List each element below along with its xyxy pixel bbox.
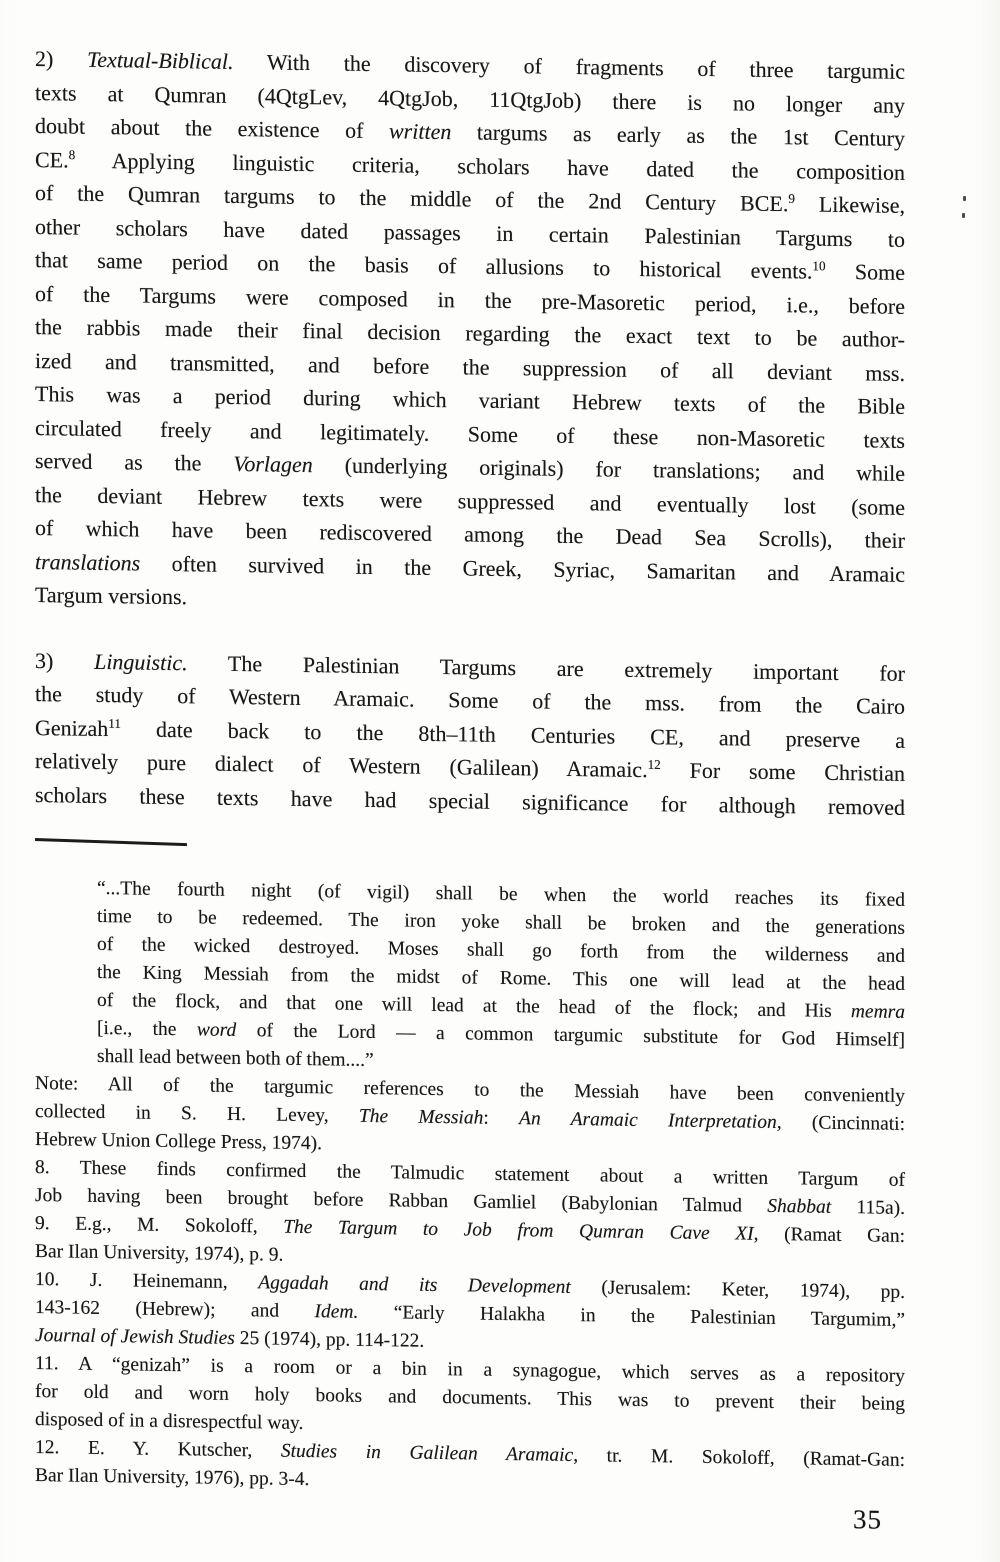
scan-speck: [963, 196, 966, 201]
footnote-separator: [35, 838, 187, 846]
text-line: 10. J. Heinemann, Aggadah and its Development (Jerusalem: Keter, 1974), pp.: [35, 1269, 905, 1303]
footnote-note: [35, 1070, 905, 1167]
text-line: Bar Ilan University, 1974), p. 9.: [35, 1241, 284, 1266]
paragraph-3-linguistic: [35, 644, 905, 824]
text-line: Targum versions.: [35, 582, 188, 610]
text-line: of the wicked destroyed. Moses shall go forth from the wilderness and: [97, 933, 905, 967]
text-line: 12. E. Y. Kutscher, Studies in Galilean Aramaic, tr. M. Sokoloff, (Ramat-Gan:: [35, 1437, 905, 1471]
text-line: the deviant Hebrew texts were suppressed and eventually lost (some: [35, 481, 905, 520]
text-line: CE.$^8$ Applying linguistic criteria, scholars have dated the composition: [35, 146, 905, 185]
paragraph-2-textual-biblical: [35, 42, 905, 624]
page-body: [35, 42, 906, 1535]
text-line: the study of Western Aramaic. Some of the mss. from the Cairo: [35, 681, 905, 719]
text-line: scholars these texts have had special significance for although removed: [35, 781, 905, 820]
text-line: [i.e., the word of the Lord — a common targumic substitute for God Himself]: [97, 1017, 905, 1051]
text-line: 11. A “genizah” is a room or a bin in a synagogue, which serves as a repository: [35, 1353, 905, 1387]
text-line: 3) Linguistic. The Palestinian Targums are extremely important for: [35, 647, 905, 686]
footnote-quote: [97, 875, 905, 1083]
text-line: for old and worn holy books and documents. This was to prevent their being: [35, 1381, 905, 1415]
text-line: of the Qumran targums to the middle of the 2nd Century BCE.$^9$ Likewise,: [35, 180, 905, 218]
text-line: Note: All of the targumic references to the Messiah have been conveniently: [35, 1073, 905, 1107]
footnote-12: [35, 1434, 905, 1503]
text-line: ized and transmitted, and before the suppression of all deviant mss.: [35, 347, 905, 386]
text-line: shall lead between both of them....”: [97, 1045, 374, 1072]
text-line: texts at Qumran (4QtgLev, 4QtgJob, 11QtgJob) there is no longer any: [35, 79, 905, 118]
text-line: 9. E.g., M. Sokoloff, The Targum to Job from Qumran Cave XI, (Ramat Gan:: [35, 1213, 905, 1247]
text-line: served as the Vorlagen (underlying originals) for translations; and while: [35, 448, 906, 486]
text-line: 8. These finds confirmed the Talmudic statement about a written Targum of: [35, 1157, 905, 1191]
text-line: of the flock, and that one will lead at the head of the flock; and His memra: [97, 989, 905, 1023]
text-line: Job having been brought before Rabban Gamliel (Babylonian Talmud Shabbat 115a).: [35, 1185, 905, 1219]
text-line: Hebrew Union College Press, 1974).: [35, 1129, 323, 1155]
text-line: relatively pure dialect of Western (Galilean) Aramaic.$^{12}$ For some Christian: [35, 748, 905, 786]
text-line: Genizah$^{11}$ date back to the 8th–11th Centuries CE, and preserve a: [35, 714, 905, 753]
text-line: circulated freely and legitimately. Some of these non-Masoretic texts: [35, 414, 905, 453]
text-line: other scholars have dated passages in certain Palestinian Targums to: [35, 213, 905, 252]
text-line: 143-162 (Hebrew); and Idem. “Early Halakha in the Palestinian Targumim,”: [35, 1297, 905, 1331]
text-line: “...The fourth night (of vigil) shall be when the world reaches its fixed: [97, 877, 905, 911]
text-line: translations often survived in the Greek, Syriac, Samaritan and Aramaic: [35, 548, 905, 587]
text-line: doubt about the existence of written targums as early as the 1st Century: [35, 113, 905, 151]
footnote-11: [35, 1350, 905, 1447]
text-line: of the Targums were composed in the pre-Masoretic period, i.e., before: [35, 280, 905, 319]
page-number: 35: [853, 1504, 882, 1535]
text-line: the rabbis made their final decision regarding the exact text to be author-: [35, 314, 905, 352]
text-line: This was a period during which variant Hebrew texts of the Bible: [35, 381, 905, 419]
text-line: time to be redeemed. The iron yoke shall be broken and the generations: [97, 905, 905, 939]
text-line: that same period on the basis of allusions to historical events.$^{10}$ Some: [35, 247, 905, 285]
text-line: disposed of in a disrespectful way.: [35, 1409, 304, 1434]
footnote-10: [35, 1266, 905, 1363]
text-line: 2) Textual-Biblical. With the discovery of fragments of three targumic: [35, 46, 906, 84]
text-line: of which have been rediscovered among the Dead Sea Scrolls), their: [35, 515, 905, 553]
text-line: the King Messiah from the midst of Rome. This one will lead at the head: [97, 961, 905, 995]
text-line: collected in S. H. Levey, The Messiah: An Aramaic Interpretation, (Cincinnati:: [35, 1101, 906, 1135]
text-line: Journal of Jewish Studies 25 (1974), pp. 114-122.: [35, 1325, 425, 1352]
scan-speck: [962, 213, 965, 218]
text-line: Bar Ilan University, 1976), pp. 3-4.: [35, 1465, 310, 1491]
